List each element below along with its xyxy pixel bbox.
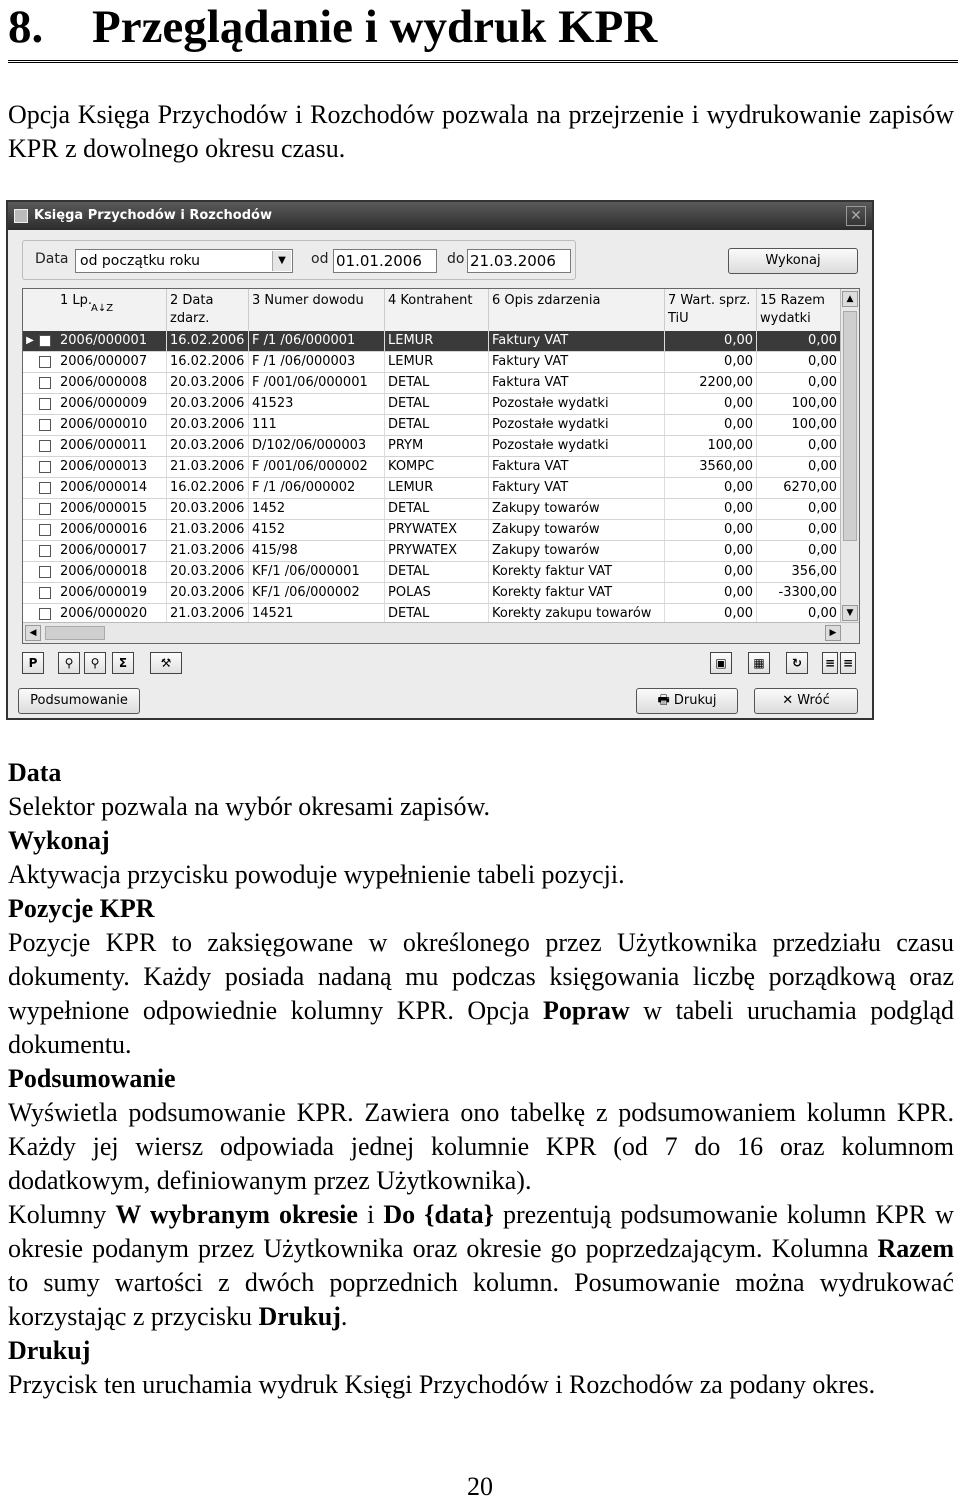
table-header	[23, 289, 841, 332]
section-number: 8.	[8, 1, 44, 53]
drukuj-button[interactable]: 🖶 Drukuj	[636, 688, 738, 714]
table-cell: 1452	[249, 499, 385, 519]
table-cell: PRYWATEX	[385, 541, 489, 561]
row-indicator-icon	[23, 457, 37, 477]
window-titlebar	[8, 202, 872, 230]
table-cell: 356,00	[757, 562, 841, 582]
page-number: 20	[467, 1472, 493, 1501]
table-cell: 20.03.2006	[167, 562, 249, 582]
table-cell: 2006/000013	[57, 457, 167, 477]
row-indicator-icon: ▶	[26, 335, 34, 346]
table-row[interactable]	[23, 373, 841, 394]
scroll-left-icon[interactable]: ◀	[25, 625, 41, 641]
refresh-icon[interactable]: ↻	[786, 652, 808, 674]
table-cell: PRYWATEX	[385, 520, 489, 540]
search-icon[interactable]: ⚲	[58, 652, 80, 674]
scroll-thumb[interactable]	[843, 311, 857, 541]
table-cell: Pozostałe wydatki	[489, 436, 665, 456]
window-title: Księga Przychodów i Rozchodów	[34, 208, 272, 223]
table-cell: 0,00	[757, 604, 841, 624]
table-cell: DETAL	[385, 499, 489, 519]
table-cell: 0,00	[665, 562, 757, 582]
table-cell: 4152	[249, 520, 385, 540]
table-cell: Pozostałe wydatki	[489, 394, 665, 414]
def-term-drukuj: Drukuj	[8, 1336, 91, 1365]
table-cell: 0,00	[757, 436, 841, 456]
table-cell: 0,00	[665, 394, 757, 414]
table-cell: Faktury VAT	[489, 478, 665, 498]
bold-run: Drukuj	[258, 1302, 341, 1331]
table-cell: DETAL	[385, 394, 489, 414]
table-row[interactable]	[23, 478, 841, 499]
date-filter-group	[22, 240, 576, 280]
row-checkbox[interactable]	[39, 482, 51, 494]
table-cell: 2006/000008	[57, 373, 167, 393]
text-run: to sumy wartości z dwóch poprzednich kolumn. Posumowanie można wydrukować korzystając z przycisku	[8, 1268, 954, 1331]
table-cell: 14521	[249, 604, 385, 624]
sort-ascending-icon[interactable]: A↓Z	[91, 303, 114, 314]
table-cell: 100,00	[757, 394, 841, 414]
row-indicator-icon	[23, 541, 37, 561]
text-run: .	[340, 1302, 348, 1331]
row-checkbox[interactable]	[39, 356, 51, 368]
def-desc-data: Selektor pozwala na wybór okresami zapisów.	[8, 792, 491, 821]
table-cell: LEMUR	[385, 352, 489, 372]
table-cell: 21.03.2006	[167, 457, 249, 477]
table-cell: F /1 /06/000002	[249, 478, 385, 498]
bold-run: W wybranym okresie	[115, 1200, 358, 1229]
save-icon[interactable]: ▣	[710, 652, 732, 674]
table-cell: 2006/000020	[57, 604, 167, 624]
table-cell: 0,00	[665, 541, 757, 561]
table-cell: 3560,00	[665, 457, 757, 477]
table-cell: DETAL	[385, 415, 489, 435]
table-cell: 16.02.2006	[167, 352, 249, 372]
table-row[interactable]	[23, 520, 841, 541]
popraw-icon[interactable]: P	[22, 652, 44, 674]
table-cell: Korekty zakupu towarów	[489, 604, 665, 624]
search-filter-icon[interactable]: ⚲	[84, 652, 106, 674]
table-cell: 0,00	[665, 331, 757, 351]
table-cell: 0,00	[665, 499, 757, 519]
table-cell: 0,00	[665, 415, 757, 435]
table-cell: 0,00	[757, 520, 841, 540]
def-term-wykonaj: Wykonaj	[8, 826, 110, 855]
table-cell: 0,00	[757, 499, 841, 519]
table-cell: 0,00	[757, 352, 841, 372]
section-heading	[8, 0, 958, 63]
table-cell: DETAL	[385, 604, 489, 624]
hscroll-thumb[interactable]	[45, 626, 105, 640]
do-date-field[interactable]: 21.03.2006	[467, 249, 571, 273]
row-checkbox[interactable]	[39, 461, 51, 473]
table-cell: 21.03.2006	[167, 541, 249, 561]
chevron-down-icon[interactable]: ▼	[272, 251, 291, 271]
table-cell: Zakupy towarów	[489, 541, 665, 561]
data-range-select[interactable]	[75, 249, 293, 273]
table-cell: 20.03.2006	[167, 373, 249, 393]
podsumowanie-button[interactable]: Podsumowanie	[18, 688, 140, 714]
table-cell: 0,00	[757, 457, 841, 477]
bold-run: Popraw	[543, 996, 630, 1025]
table-cell: -3300,00	[757, 583, 841, 603]
table-cell: 0,00	[757, 331, 841, 351]
table-cell: LEMUR	[385, 478, 489, 498]
table-cell: 20.03.2006	[167, 394, 249, 414]
horizontal-scrollbar[interactable]	[23, 622, 860, 643]
bold-run: Do {data}	[383, 1200, 494, 1229]
table-cell: 0,00	[757, 541, 841, 561]
row-checkbox[interactable]	[39, 566, 51, 578]
export-icon[interactable]: ▦	[748, 652, 770, 674]
table-row[interactable]	[23, 331, 841, 352]
def-desc-wykonaj: Aktywacja przycisku powoduje wypełnienie tabeli pozycji.	[8, 860, 625, 889]
column-header[interactable]: 3 Numer dowodu	[249, 289, 385, 331]
table-cell: PRYM	[385, 436, 489, 456]
def-desc-drukuj: Przycisk ten uruchamia wydruk Księgi Przychodów i Rozchodów za podany okres.	[8, 1370, 876, 1399]
row-indicator-icon	[23, 583, 37, 603]
table-cell: 2200,00	[665, 373, 757, 393]
row-checkbox[interactable]	[39, 608, 51, 620]
table-row[interactable]	[23, 415, 841, 436]
table-cell: 2006/000014	[57, 478, 167, 498]
table-cell: 0,00	[665, 352, 757, 372]
text-run: w tabeli uruchamia podgląd dokumentu.	[8, 996, 954, 1059]
table-cell: F /1 /06/000003	[249, 352, 385, 372]
table-cell: F /001/06/000002	[249, 457, 385, 477]
row-indicator-icon	[23, 604, 37, 624]
row-checkbox[interactable]	[39, 419, 51, 431]
table-cell: 41523	[249, 394, 385, 414]
table-row[interactable]	[23, 352, 841, 373]
table-cell: 6270,00	[757, 478, 841, 498]
table-cell: 2006/000017	[57, 541, 167, 561]
table-cell: 16.02.2006	[167, 331, 249, 351]
window-app-icon	[14, 209, 28, 223]
column-header[interactable]: 1 Lp.	[57, 289, 167, 331]
table-cell: 21.03.2006	[167, 520, 249, 540]
column-header[interactable]: 4 Kontrahent	[385, 289, 489, 331]
kpr-positions-table	[22, 288, 860, 644]
move-up-icon[interactable]: ≡	[822, 652, 838, 674]
bold-run: Razem	[877, 1234, 954, 1263]
row-checkbox[interactable]	[39, 545, 51, 557]
column-header[interactable]: 6 Opis zdarzenia	[489, 289, 665, 331]
row-indicator-icon	[23, 415, 37, 435]
wroc-button[interactable]: ✕ Wróć	[754, 688, 858, 714]
row-checkbox[interactable]	[39, 335, 51, 347]
table-cell: Zakupy towarów	[489, 499, 665, 519]
table-cell: KF/1 /06/000002	[249, 583, 385, 603]
scroll-down-icon[interactable]: ▼	[842, 605, 858, 621]
table-cell: 20.03.2006	[167, 583, 249, 603]
scroll-up-icon[interactable]: ▲	[842, 291, 858, 307]
text-run: i	[357, 1200, 384, 1229]
data-label: Data	[35, 251, 69, 267]
table-cell: DETAL	[385, 373, 489, 393]
table-cell: 415/98	[249, 541, 385, 561]
od-label: od	[311, 251, 329, 267]
table-cell: 2006/000001	[57, 331, 167, 351]
table-row[interactable]	[23, 499, 841, 520]
table-cell: DETAL	[385, 562, 489, 582]
table-cell: 20.03.2006	[167, 436, 249, 456]
table-cell: 2006/000009	[57, 394, 167, 414]
table-cell: KOMPC	[385, 457, 489, 477]
row-indicator-icon	[23, 520, 37, 540]
table-cell: F /001/06/000001	[249, 373, 385, 393]
table-cell: 2006/000019	[57, 583, 167, 603]
table-cell: Pozostałe wydatki	[489, 415, 665, 435]
table-cell: Korekty faktur VAT	[489, 562, 665, 582]
table-row[interactable]	[23, 562, 841, 583]
row-checkbox[interactable]	[39, 524, 51, 536]
def-desc-podsumowanie: Wyświetla podsumowanie KPR. Zawiera ono tabelkę z podsumowaniem kolumn KPR. Każdy jej wiersz odpowiada jednej kolumnie KPR (od 7 do 16 oraz kolumnom dodatkowym, definiowanym przez Użytkownika).	[8, 1098, 954, 1195]
table-cell: F /1 /06/000001	[249, 331, 385, 351]
def-desc-podsumowanie-2	[8, 1198, 954, 1334]
table-cell: 2006/000007	[57, 352, 167, 372]
table-cell: 2006/000016	[57, 520, 167, 540]
row-checkbox[interactable]	[39, 587, 51, 599]
table-cell: 0,00	[665, 583, 757, 603]
table-cell: 0,00	[665, 478, 757, 498]
def-term-pozycje: Pozycje KPR	[8, 894, 155, 923]
move-down-icon[interactable]: ≡	[840, 652, 856, 674]
row-indicator-icon	[23, 436, 37, 456]
section-title: Przeglądanie i wydruk KPR	[92, 1, 658, 53]
table-cell: 2006/000018	[57, 562, 167, 582]
table-cell: 111	[249, 415, 385, 435]
definitions	[8, 756, 954, 1402]
scroll-right-icon[interactable]: ▶	[825, 625, 841, 641]
row-indicator-icon	[23, 352, 37, 372]
table-cell: KF/1 /06/000001	[249, 562, 385, 582]
def-desc-pozycje	[8, 926, 954, 1062]
table-cell: Faktury VAT	[489, 352, 665, 372]
row-checkbox[interactable]	[39, 503, 51, 515]
table-cell: Faktura VAT	[489, 373, 665, 393]
table-row[interactable]	[23, 541, 841, 562]
row-indicator-icon	[23, 562, 37, 582]
column-header[interactable]: 7 Wart. sprz. TiU	[665, 289, 757, 331]
text-run: Kolumny	[8, 1200, 116, 1229]
sum-icon[interactable]: Σ	[112, 652, 134, 674]
row-indicator-icon	[23, 394, 37, 414]
table-cell: D/102/06/000003	[249, 436, 385, 456]
table-cell: 21.03.2006	[167, 604, 249, 624]
def-term-data: Data	[8, 758, 62, 787]
table-cell: 0,00	[665, 520, 757, 540]
table-cell: 2006/000015	[57, 499, 167, 519]
row-checkbox[interactable]	[39, 377, 51, 389]
row-checkbox[interactable]	[39, 398, 51, 410]
table-cell: 100,00	[757, 415, 841, 435]
table-cell: 16.02.2006	[167, 478, 249, 498]
row-checkbox[interactable]	[39, 440, 51, 452]
table-cell: 2006/000011	[57, 436, 167, 456]
table-cell: 20.03.2006	[167, 415, 249, 435]
table-cell: POLAS	[385, 583, 489, 603]
table-row[interactable]	[23, 436, 841, 457]
window-close-icon[interactable]: ✕	[846, 206, 866, 226]
column-header[interactable]: 15 Razem wydatki	[757, 289, 841, 331]
intro-paragraph: Opcja Księga Przychodów i Rozchodów pozwala na przejrzenie i wydrukowanie zapisów KPR z dowolnego okresu czasu.	[8, 100, 954, 163]
table-row[interactable]	[23, 457, 841, 478]
table-cell: 2006/000010	[57, 415, 167, 435]
row-indicator-icon	[23, 373, 37, 393]
table-cell: 0,00	[665, 604, 757, 624]
table-cell: 0,00	[757, 373, 841, 393]
def-term-podsumowanie: Podsumowanie	[8, 1064, 176, 1093]
table-cell: Faktura VAT	[489, 457, 665, 477]
table-cell: Zakupy towarów	[489, 520, 665, 540]
column-header[interactable]: 2 Data zdarz.	[167, 289, 249, 331]
do-label: do	[447, 251, 465, 267]
od-date-field[interactable]: 01.01.2006	[333, 249, 437, 273]
text-run: prezentują podsumowanie kolumn KPR w okresie podanym przez Użytkownika oraz okresie go poprzedzającym. Kolumna	[8, 1200, 954, 1263]
table-cell: 100,00	[665, 436, 757, 456]
tools-icon[interactable]: ⚒	[150, 652, 182, 674]
data-range-value: od początku roku	[80, 253, 201, 269]
row-indicator-icon	[23, 499, 37, 519]
text-run: Pozycje KPR to zaksięgowane w określonego przez Użytkownika przedziału czasu dokumenty. Każdy posiada nadaną mu podczas księgowania liczbę porządkową oraz wypełnione odpowiednie kolumny KPR. Opcja	[8, 928, 954, 1025]
wykonaj-button[interactable]: Wykonaj	[728, 248, 858, 274]
table-cell: LEMUR	[385, 331, 489, 351]
table-cell: 20.03.2006	[167, 499, 249, 519]
table-cell: Korekty faktur VAT	[489, 583, 665, 603]
row-indicator-icon	[23, 478, 37, 498]
vertical-scrollbar[interactable]	[840, 289, 859, 623]
table-row[interactable]	[23, 394, 841, 415]
kpr-window	[6, 200, 874, 720]
table-row[interactable]	[23, 583, 841, 604]
table-cell: Faktury VAT	[489, 331, 665, 351]
